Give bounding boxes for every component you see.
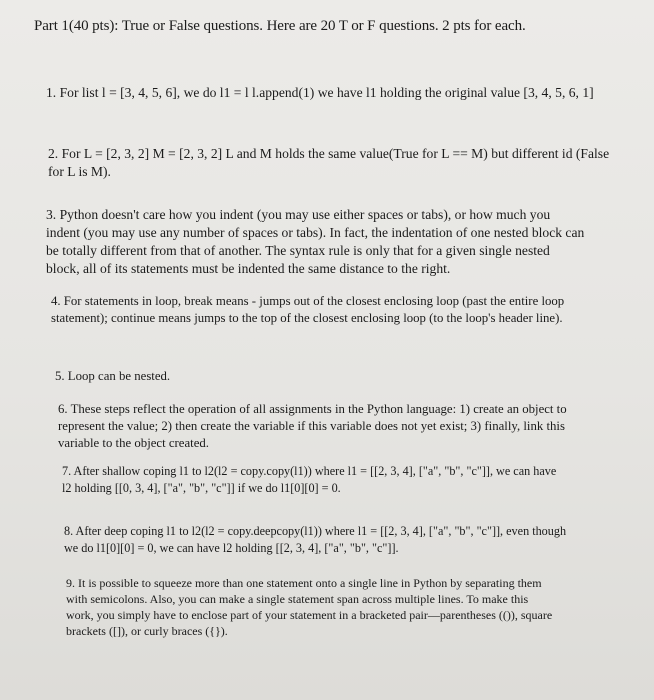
- section-title: Part 1(40 pts): True or False questions. Here are 20 T or F questions. 2 pts for each.: [34, 18, 526, 34]
- question-1: 1. For list l = [3, 4, 5, 6], we do l1 = l l.append(1) we have l1 holding the original value [3, 4, 5, 6, 1]: [46, 85, 594, 100]
- question-3: 3. Python doesn't care how you indent (you may use either spaces or tabs), or how much you indent (you may use any number of spaces or tabs). In fact, the indentation of one nested block can be totally different from that of another. The syntax rule is only that for a given single nested block, all of its statements must be indented the same distance to the right.: [46, 207, 585, 276]
- question-8: 8. After deep coping l1 to l2(l2 = copy.deepcopy(l1)) where l1 = [[2, 3, 4], ["a", "b", "c"]], even though we do l1[0][0] = 0, we can have l2 holding [[2, 3, 4], ["a", "b", "c"]].: [64, 524, 567, 555]
- question-6: 6. These steps reflect the operation of all assignments in the Python language: 1) create an object to represent the value; 2) then create the variable if this variable does not yet exist; 3) finally, link this variable to the object created.: [58, 402, 567, 450]
- question-4: 4. For statements in loop, break means - jumps out of the closest enclosing loop (past the entire loop statement); continue means jumps to the top of the closest enclosing loop (to the loop's header line).: [51, 294, 565, 325]
- question-7: 7. After shallow coping l1 to l2(l2 = copy.copy(l1)) where l1 = [[2, 3, 4], ["a", "b", "c"]], we can have l2 holding [[0, 3, 4], ["a", "b", "c"]] if we do l1[0][0] = 0.: [62, 464, 557, 495]
- question-9: 9. It is possible to squeeze more than one statement onto a single line in Python by separating them with semicolons. Also, you can make a single statement span across multiple lines. To make this work, you simply have to enclose part of your statement in a bracketed pair—parentheses (()), square brackets ([]), or curly braces ({}).: [66, 576, 553, 638]
- question-5: 5. Loop can be nested.: [55, 369, 171, 383]
- question-2: 2. For L = [2, 3, 2] M = [2, 3, 2] L and M holds the same value(True for L == M) but different id (False for L is M).: [48, 146, 610, 179]
